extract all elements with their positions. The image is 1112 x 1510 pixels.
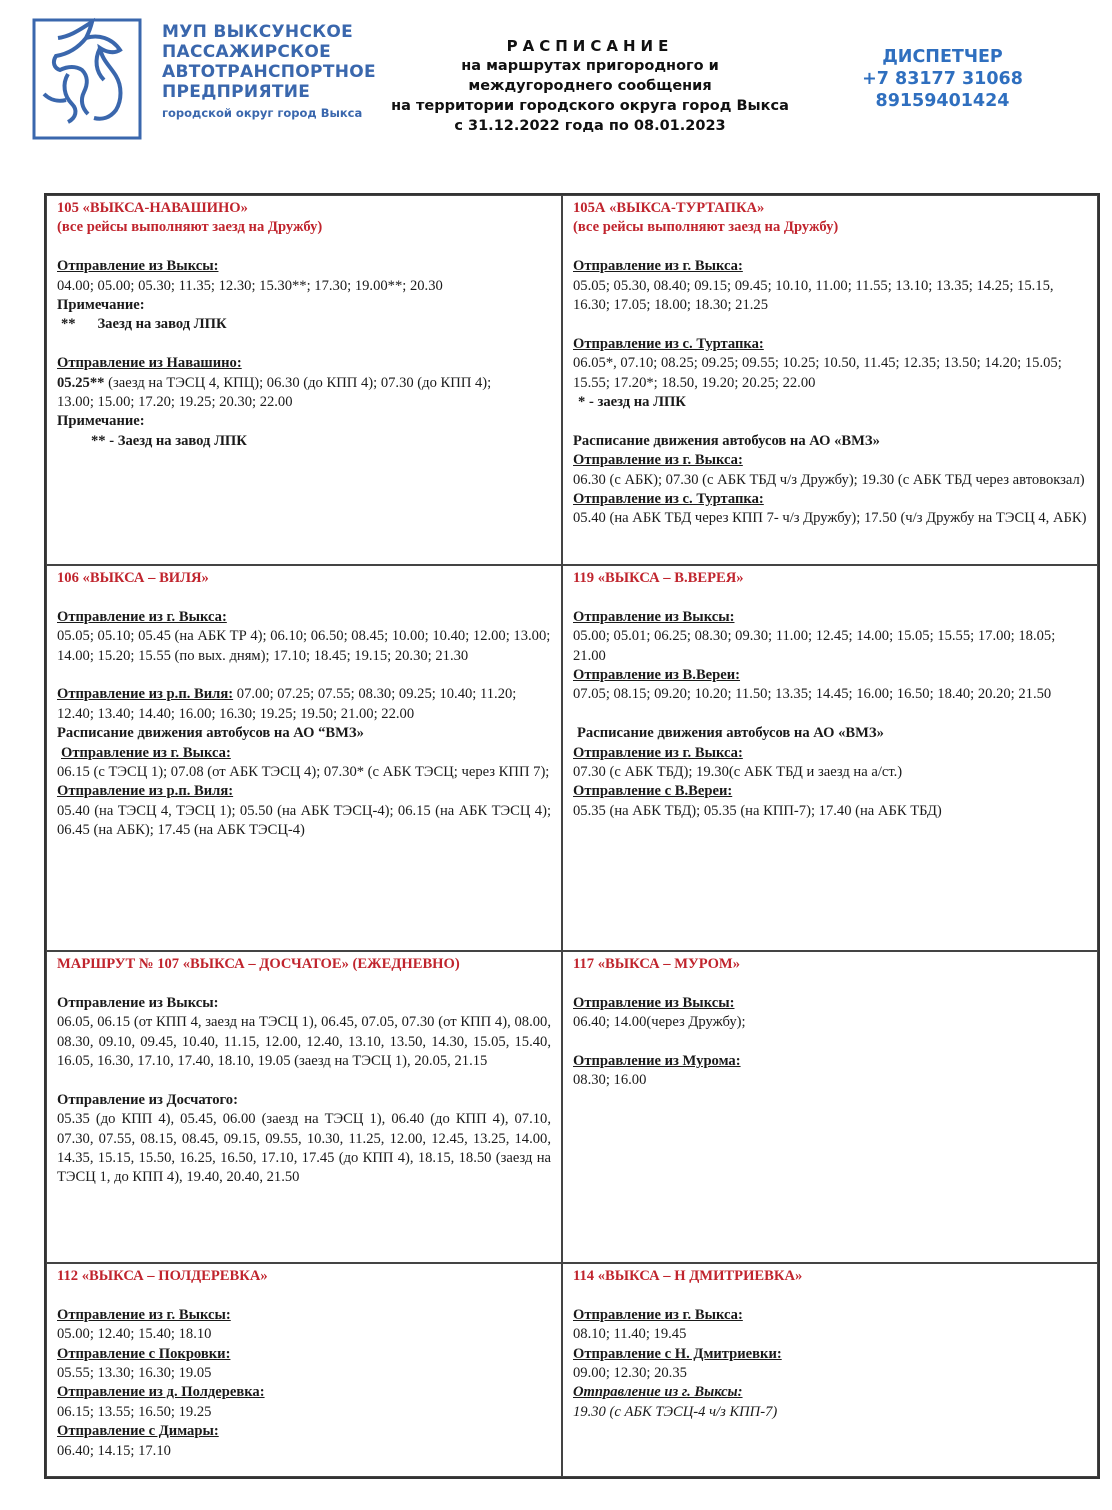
- note-label: Примечание:: [57, 297, 145, 314]
- departure-label: Отправление с Димары:: [57, 1423, 219, 1440]
- departure-times: 06.30 (с АБК); 07.30 (с АБК ТБД ч/з Дружбу); 19.30 (с АБК ТБД через автовокзал): [573, 471, 1085, 488]
- org-line: МУП ВЫКСУНСКОЕ: [162, 22, 354, 42]
- departure-times: 06.05, 06.15 (от КПП 4, заезд на ТЭСЦ 1), 06.45, 07.05, 07.30 (от КПП 4), 08.00, 08.30, 09.10, 09.45, 10.40, 11.15, 12.00, 12.40, 13.10, 13.50, 14.30, 15.05, 15.40, 16.05, 16.30, 17.10, 17.40, 18.10, 19.05 (заезд на ТЭСЦ 1), 20.05, 21.15: [57, 1014, 551, 1070]
- departure-times: 06.40; 14.00(через Дружбу);: [573, 1014, 746, 1031]
- departure-times: 04.00; 05.00; 05.30; 11.35; 12.30; 15.30**; 17.30; 19.00**; 20.30: [57, 277, 443, 294]
- departure-times: 05.00; 05.01; 06.25; 08.30; 09.30; 11.00; 12.45; 14.00; 15.05; 15.55; 17.00; 18.05; 21.00: [573, 628, 1056, 664]
- horse-logo-icon: [28, 14, 146, 144]
- route-title: 105 «ВЫКСА-НАВАШИНО»: [57, 200, 248, 216]
- departure-label: Отправление из г. Выкса:: [573, 258, 743, 275]
- route-107-cell: [46, 951, 562, 1263]
- note-label: Примечание:: [57, 413, 145, 430]
- route-117-cell: [562, 951, 1098, 1263]
- departure-label: Отправление из Мурома:: [573, 1053, 741, 1069]
- route-119-cell: [562, 565, 1098, 951]
- departure-label: Отправление из г. Выкса:: [57, 608, 227, 625]
- title-line: на маршрутах пригородного и: [461, 58, 719, 74]
- route-title: 105А «ВЫКСА-ТУРТАПКА»: [573, 200, 765, 216]
- departure-label: Отправление из г. Выкса:: [573, 744, 743, 761]
- org-subtitle: городской округ город Выкса: [162, 106, 363, 120]
- organization-name: [162, 22, 392, 121]
- departure-label: Отправление из Выксы:: [57, 994, 219, 1011]
- departure-times: 19.30 (с АБК ТЭСЦ-4 ч/з КПП-7): [573, 1403, 778, 1420]
- departure-times: 13.00; 15.00; 17.20; 19.25; 20.30; 22.00: [57, 394, 293, 411]
- departure-times: 05.40 (на АБК ТБД через КПП 7- ч/з Дружбу); 17.50 (ч/з Дружбу на ТЭСЦ 4, АБК): [573, 510, 1087, 527]
- route-112-cell: [46, 1263, 562, 1477]
- route-subtitle: (все рейсы выполняют заезд на Дружбу): [57, 219, 323, 236]
- departure-times: 05.05; 05.10; 05.45 (на АБК ТР 4); 06.10; 06.50; 08.45; 10.00; 10.40; 12.00; 13.00; 14.00; 15.20; 15.55 (по вых. дням); 17.10; 18.45; 19.15; 20.30; 21.30: [57, 628, 551, 664]
- departure-times-rest: 07.00; 07.25; 07.55; 08.30; 09.25; 10.40; 11.20; 12.40; 13.40; 14.40; 16.00; 16.30; 19.25; 19.50; 21.00; 22.00: [57, 686, 517, 722]
- route-title: 117 «ВЫКСА – МУРОМ»: [573, 956, 740, 972]
- note-text: * - заезд на ЛПК: [578, 394, 686, 411]
- departure-times: 05.55; 13.30; 16.30; 19.05: [57, 1365, 212, 1382]
- note-text: ** Заезд на завод ЛПК: [61, 316, 227, 333]
- departure-times: 07.30 (с АБК ТБД); 19.30(с АБК ТБД и заезд на а/ст.): [573, 764, 903, 781]
- departure-times: 05.35 (до КПП 4), 05.45, 06.00 (заезд на ТЭСЦ 1), 06.40 (до КПП 4), 07.10, 07.30, 07.55, 08.15, 08.45, 09.15, 09.55, 10.30, 11.25, 12.00, 12.45, 13.25, 14.00, 14.35, 15.15, 15.50, 16.25, 16.50, 17.10, 17.45 (до КПП 4), 18.15, 18.50 (заезд на ТЭСЦ 1, до КПП 4), 19.40, 20.40, 21.50: [57, 1111, 551, 1186]
- departure-label: Отправление из Навашино:: [57, 355, 242, 372]
- route-title: МАРШРУТ № 107 «ВЫКСА – ДОСЧАТОЕ» (ЕЖЕДНЕВНО): [57, 956, 460, 972]
- departure-times: [57, 685, 551, 724]
- departure-label: Отправление из р.п. Виля:: [57, 783, 234, 800]
- departure-times: 06.15 (с ТЭСЦ 1); 07.08 (от АБК ТЭСЦ 4); 07.30* (с АБК ТЭСЦ; через КПП 7);: [57, 764, 550, 781]
- note-text: ** - Заезд на завод ЛПК: [91, 432, 247, 449]
- schedule-table: [44, 193, 1100, 1479]
- departure-label: Отправление из Выксы:: [573, 608, 735, 625]
- route-title: 119 «ВЫКСА – В.ВЕРЕЯ»: [573, 570, 744, 586]
- dispatcher-contact: [845, 46, 1040, 112]
- departure-times: 05.05; 05.30, 08.40; 09.15; 09.45; 10.10, 11.00; 11.55; 13.10; 13.35; 14.25; 15.15, 16.30; 17.05; 18.00; 18.30; 21.25: [573, 277, 1054, 314]
- departure-label: Отправление из г. Выкса:: [573, 452, 743, 469]
- departure-label: Отправление из г. Выксы:: [57, 1306, 231, 1323]
- org-line: ПАССАЖИРСКОЕ: [162, 42, 332, 62]
- page-title: [374, 36, 806, 136]
- title-line: междугороднего сообщения: [468, 78, 712, 94]
- departure-times-rest: ; 16.00: [605, 1072, 647, 1089]
- route-105-cell: [46, 195, 562, 565]
- section-heading: Расписание движения автобусов на АО “ВМЗ»: [57, 725, 364, 742]
- departure-label: Отправление из Досчатого:: [57, 1091, 238, 1108]
- route-title: 114 «ВЫКСА – Н ДМИТРИЕВКА»: [573, 1268, 803, 1284]
- dispatcher-label: ДИСПЕТЧЕР: [882, 47, 1003, 67]
- route-title: 106 «ВЫКСА – ВИЛЯ»: [57, 570, 209, 586]
- route-subtitle: (все рейсы выполняют заезд на Дружбу): [573, 219, 839, 236]
- departure-times: 06.40; 14.15; 17.10: [57, 1442, 171, 1459]
- departure-label: Отправление с Покровки:: [57, 1345, 231, 1362]
- departure-time-bold: 05.25**: [57, 374, 105, 391]
- departure-label: Отправление из г. Выксы:: [573, 1384, 743, 1401]
- title-line: на территории городского округа город Выкса: [391, 98, 789, 114]
- title-line: РАСПИСАНИЕ: [506, 37, 674, 55]
- route-105a-cell: [562, 195, 1098, 565]
- departure-times: 06.15; 13.55; 16.50; 19.25: [57, 1403, 212, 1420]
- route-106-cell: [46, 565, 562, 951]
- dispatcher-mobile: 89159401424: [875, 91, 1010, 111]
- route-114-cell: [562, 1263, 1098, 1477]
- departure-label: Отправление из д. Полдеревка:: [57, 1384, 265, 1401]
- section-heading: Расписание движения автобусов на АО «ВМЗ»: [573, 432, 880, 449]
- departure-times: 05.35 (на АБК ТБД); 05.35 (на КПП-7); 17.40 (на АБК ТБД): [573, 802, 942, 819]
- departure-times: [57, 374, 551, 393]
- departure-label: Отправление из Выксы:: [573, 994, 735, 1011]
- departure-label: Отправление из с. Туртапка:: [573, 491, 764, 508]
- departure-label: Отправление из г. Выкса:: [573, 1306, 743, 1323]
- departure-times: 08.10; 11.40; 19.45: [573, 1326, 687, 1343]
- title-line: с 31.12.2022 года по 08.01.2023: [454, 118, 726, 134]
- departure-times: [573, 1071, 1087, 1090]
- org-line: АВТОТРАНСПОРТНОЕ: [162, 62, 376, 82]
- departure-label: Отправление из г. Выкса:: [61, 744, 231, 761]
- departure-label: Отправление с В.Вереи:: [573, 783, 733, 800]
- departure-label: Отправление с Н. Дмитриевки:: [573, 1345, 782, 1362]
- departure-times-rest: (заезд на ТЭСЦ 4, КПЦ); 06.30 (до КПП 4); 07.30 (до КПП 4);: [104, 374, 492, 391]
- departure-time: 08.30: [573, 1072, 606, 1089]
- departure-times: 07.05; 08.15; 09.20; 10.20; 11.50; 13.35; 14.45; 16.00; 16.50; 18.40; 20.20; 21.50: [573, 686, 1052, 703]
- org-line: ПРЕДПРИЯТИЕ: [162, 82, 311, 102]
- departure-times: 09.00; 12.30; 20.35: [573, 1365, 687, 1382]
- departure-times: 06.05*, 07.10; 08.25; 09.25; 09.55; 10.25; 10.50, 11.45; 12.35; 13.50; 14.20; 15.05; 15.55; 17.20*; 18.50, 19.20; 20.25; 22.00: [573, 355, 1062, 391]
- departure-label: Отправление из с. Туртапка:: [573, 335, 764, 352]
- route-title: 112 «ВЫКСА – ПОЛДЕРЕВКА»: [57, 1268, 268, 1284]
- departure-times: 05.40 (на ТЭСЦ 4, ТЭСЦ 1); 05.50 (на АБК ТЭСЦ-4); 06.15 (на АБК ТЭСЦ 4); 06.45 (на АБК); 17.45 (на АБК ТЭСЦ-4): [57, 802, 551, 839]
- section-heading: Расписание движения автобусов на АО «ВМЗ»: [577, 725, 884, 742]
- departure-label: Отправление из р.п. Виля:: [57, 686, 234, 703]
- departure-label: Отправление из В.Вереи:: [573, 667, 741, 684]
- departure-times: 05.00; 12.40; 15.40; 18.10: [57, 1326, 212, 1343]
- departure-label: Отправление из Выксы:: [57, 258, 219, 275]
- dispatcher-phone: +7 83177 31068: [862, 69, 1023, 89]
